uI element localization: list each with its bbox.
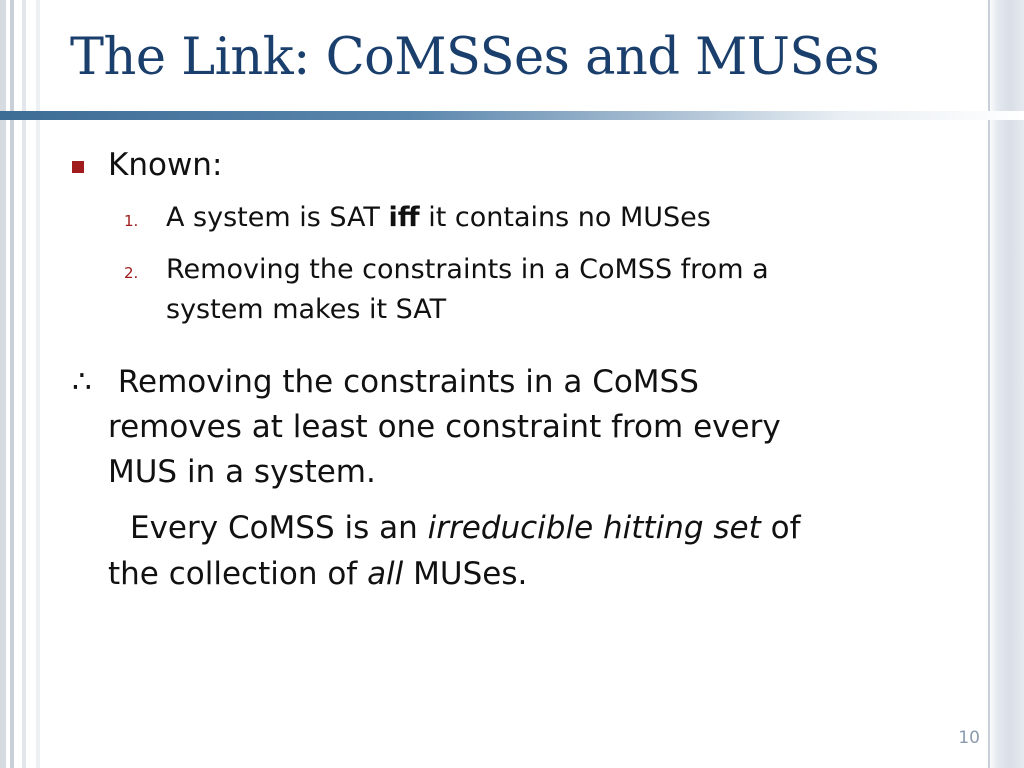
- bullet-known: Known:: [108, 147, 223, 183]
- conclusion-text-d: MUSes.: [403, 556, 528, 592]
- title-underline-bar: [0, 111, 1024, 120]
- item-number-2: 2.: [124, 264, 139, 282]
- conclusion-text-italic: irreducible hitting set: [427, 510, 761, 546]
- conclusion-text-all: all: [367, 556, 404, 592]
- conclusion-text-a: Every CoMSS is an: [130, 510, 428, 546]
- therefore-line-3: MUS in a system.: [108, 454, 376, 490]
- therefore-paragraph: [72, 360, 952, 495]
- conclusion-text-c: the collection of: [108, 556, 368, 592]
- item-number-1: 1.: [124, 212, 139, 230]
- numbered-item-2-line-1: Removing the constraints in a CoMSS from a: [166, 254, 769, 285]
- conclusion-text-b: of: [760, 510, 801, 546]
- square-bullet-icon: [72, 161, 84, 173]
- numbered-item-1: [166, 198, 711, 238]
- therefore-symbol: ∴: [72, 364, 92, 400]
- slide-title: The Link: CoMSSes and MUSes: [70, 28, 880, 87]
- therefore-line-1: Removing the constraints in a CoMSS: [108, 364, 699, 400]
- item-1-text-b: it contains no MUSes: [419, 202, 711, 233]
- conclusion-paragraph: [108, 505, 968, 597]
- item-1-text-a: A system is SAT: [166, 202, 389, 233]
- therefore-line-2: removes at least one constraint from every: [108, 409, 781, 445]
- page-number: 10: [958, 728, 980, 748]
- numbered-item-2-line-2: system makes it SAT: [166, 294, 447, 325]
- item-1-text-iff: iff: [388, 202, 420, 233]
